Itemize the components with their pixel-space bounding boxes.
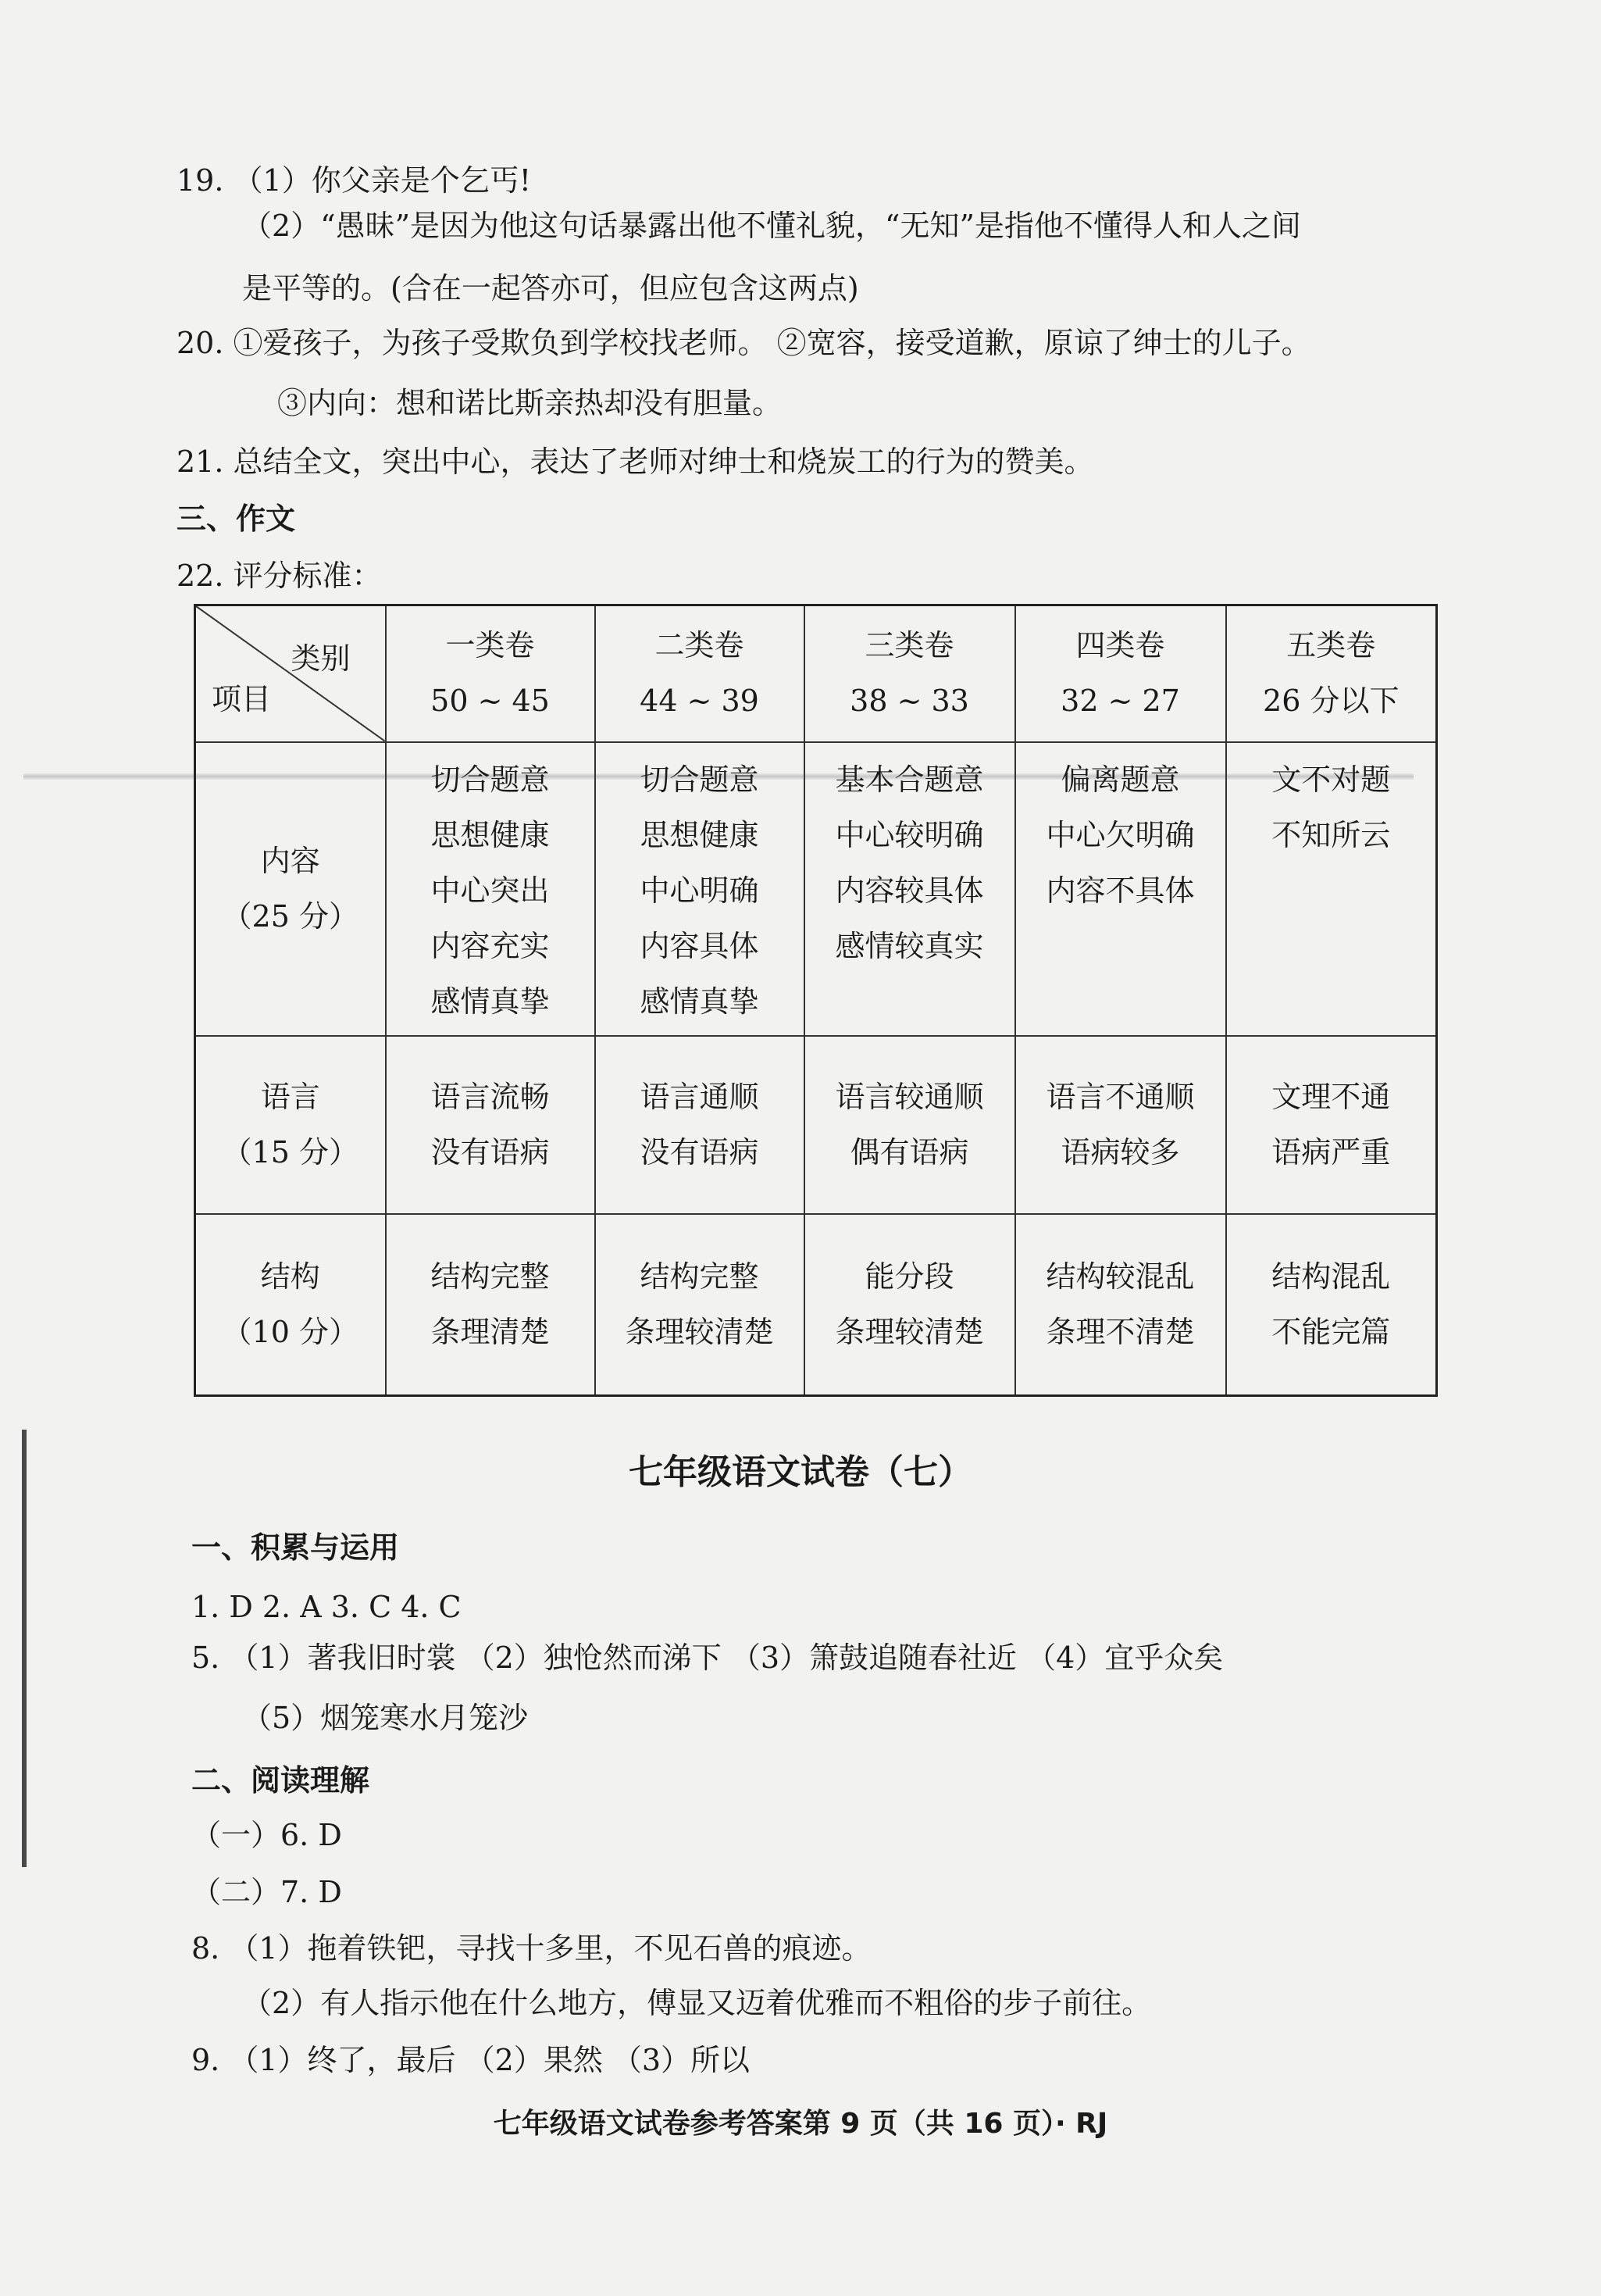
rubric-cell <box>1226 1036 1437 1214</box>
row-score: （25 分） <box>222 898 358 934</box>
column-name: 五类卷 <box>1286 628 1376 663</box>
rubric-cell <box>595 742 804 1036</box>
rubric-cell <box>386 1214 595 1396</box>
cell-line: 结构完整 <box>640 1259 759 1294</box>
page-footer: 七年级语文试卷参考答案第 9 页（共 16 页）· RJ <box>493 2108 1108 2140</box>
answer-6: （一）6. D <box>191 1818 342 1852</box>
corner-category-label: 类别 <box>291 641 351 676</box>
section-heading-reading: 二、阅读理解 <box>191 1763 370 1798</box>
cell-line: 结构完整 <box>430 1259 550 1294</box>
cell-line: 文理不通 <box>1271 1079 1391 1114</box>
rubric-row-structure <box>195 1214 1437 1396</box>
cell-line: 语病严重 <box>1271 1134 1391 1169</box>
answer-7: （二）7. D <box>191 1875 342 1909</box>
cell-line: 内容充实 <box>430 928 550 963</box>
cell-line: 切合题意 <box>430 762 550 797</box>
column-name: 一类卷 <box>445 628 535 663</box>
answer-19-2a: （2）“愚昧”是因为他这句话暴露出他不懂礼貌，“无知”是指他不懂得人和人之间 <box>242 209 1301 243</box>
column-header <box>1015 605 1226 742</box>
row-header <box>195 1214 386 1396</box>
cell-line: 能分段 <box>865 1259 954 1294</box>
answer-8-2: （2）有人指示他在什么地方，傅显又迈着优雅而不粗俗的步子前往。 <box>242 1986 1152 2020</box>
answer-20b: ③内向：想和诺比斯亲热却没有胆量。 <box>277 386 783 420</box>
cell-line: 不能完篇 <box>1271 1314 1391 1349</box>
column-header <box>386 605 595 742</box>
rubric-cell <box>595 1214 804 1396</box>
row-score: （15 分） <box>222 1134 358 1169</box>
cell-line: 中心明确 <box>640 873 759 908</box>
rubric-cell <box>386 1036 595 1214</box>
binding-edge <box>22 1430 27 1867</box>
cell-line: 条理较清楚 <box>835 1314 984 1349</box>
cell-line: 没有语病 <box>430 1134 550 1169</box>
column-range: 32 ~ 27 <box>1061 684 1180 719</box>
cell-line: 内容具体 <box>640 928 759 963</box>
rubric-cell <box>804 742 1015 1036</box>
answer-19-1: 19. （1）你父亲是个乞丐! <box>177 163 531 198</box>
cell-line: 偏离题意 <box>1061 762 1180 797</box>
rubric-cell <box>804 1214 1015 1396</box>
rubric-cell <box>1226 1214 1437 1396</box>
cell-line: 感情真挚 <box>430 984 550 1019</box>
answer-8-1: 8. （1）拖着铁钯，寻找十多里，不见石兽的痕迹。 <box>191 1931 872 1966</box>
row-header <box>195 742 386 1036</box>
cell-line: 结构混乱 <box>1271 1259 1391 1294</box>
answer-19-2b: 是平等的。(合在一起答亦可，但应包含这两点) <box>242 271 859 305</box>
rubric-cell <box>1015 1214 1226 1396</box>
scoring-rubric-table <box>194 604 1438 1397</box>
cell-line: 没有语病 <box>640 1134 759 1169</box>
answer-22: 22. 评分标准： <box>177 559 382 593</box>
column-header <box>1226 605 1437 742</box>
rubric-row-language <box>195 1036 1437 1214</box>
rubric-cell <box>1015 1036 1226 1214</box>
row-name: 内容 <box>260 843 320 878</box>
row-name: 语言 <box>260 1079 320 1114</box>
cell-line: 切合题意 <box>640 762 759 797</box>
rubric-cell <box>1015 742 1226 1036</box>
cell-line: 语言通顺 <box>640 1079 759 1114</box>
row-score: （10 分） <box>222 1314 358 1349</box>
column-name: 二类卷 <box>654 628 744 663</box>
column-range: 50 ~ 45 <box>430 684 550 719</box>
answer-5b: （5）烟笼寒水月笼沙 <box>242 1701 529 1735</box>
column-header <box>595 605 804 742</box>
cell-line: 内容不具体 <box>1046 873 1195 908</box>
column-name: 三类卷 <box>865 628 954 663</box>
section-heading-accumulation: 一、积累与运用 <box>191 1530 400 1565</box>
cell-line: 条理清楚 <box>430 1314 550 1349</box>
cell-line: 中心欠明确 <box>1046 817 1195 852</box>
cell-line: 基本合题意 <box>835 762 984 797</box>
cell-line: 语言较通顺 <box>835 1079 984 1114</box>
rubric-cell <box>804 1036 1015 1214</box>
cell-line: 文不对题 <box>1271 762 1391 797</box>
cell-line: 中心突出 <box>430 873 550 908</box>
column-range: 26 分以下 <box>1263 684 1400 719</box>
rubric-header-row <box>195 605 1437 742</box>
answers-1-4: 1. D 2. A 3. C 4. C <box>191 1590 462 1624</box>
cell-line: 语言不通顺 <box>1046 1079 1195 1114</box>
cell-line: 结构较混乱 <box>1046 1259 1195 1294</box>
column-range: 38 ~ 33 <box>850 684 969 719</box>
cell-line: 条理较清楚 <box>625 1314 774 1349</box>
corner-item-label: 项目 <box>212 681 272 716</box>
exam-title: 七年级语文试卷（七） <box>629 1452 972 1492</box>
cell-line: 感情真挚 <box>640 984 759 1019</box>
answer-20a: 20. ①爱孩子，为孩子受欺负到学校找老师。 ②宽容，接受道歉，原谅了绅士的儿子。 <box>177 326 1311 360</box>
cell-line: 语病较多 <box>1061 1134 1180 1169</box>
cell-line: 不知所云 <box>1271 817 1391 852</box>
cell-line: 内容较具体 <box>835 873 984 908</box>
cell-line: 条理不清楚 <box>1046 1314 1195 1349</box>
row-name: 结构 <box>260 1259 320 1294</box>
rubric-cell <box>386 742 595 1036</box>
row-header <box>195 1036 386 1214</box>
answer-9: 9. （1）终了，最后 （2）果然 （3）所以 <box>191 2043 751 2077</box>
cell-line: 中心较明确 <box>835 817 984 852</box>
answer-5a: 5. （1）著我旧时裳 （2）独怆然而涕下 （3）箫鼓追随春社近 （4）宜乎众矣 <box>191 1641 1224 1675</box>
cell-line: 语言流畅 <box>430 1079 550 1114</box>
rubric-row-content <box>195 742 1437 1036</box>
column-name: 四类卷 <box>1075 628 1165 663</box>
rubric-cell <box>1226 742 1437 1036</box>
section-heading-composition: 三、作文 <box>177 502 296 536</box>
cell-line: 感情较真实 <box>835 928 984 963</box>
cell-line: 思想健康 <box>640 817 759 852</box>
column-header <box>804 605 1015 742</box>
cell-line: 偶有语病 <box>850 1134 969 1169</box>
column-range: 44 ~ 39 <box>640 684 759 719</box>
cell-line: 思想健康 <box>430 817 550 852</box>
rubric-corner-cell <box>195 605 386 742</box>
rubric-cell <box>595 1036 804 1214</box>
answer-21: 21. 总结全文，突出中心，表达了老师对绅士和烧炭工的行为的赞美。 <box>177 445 1094 479</box>
